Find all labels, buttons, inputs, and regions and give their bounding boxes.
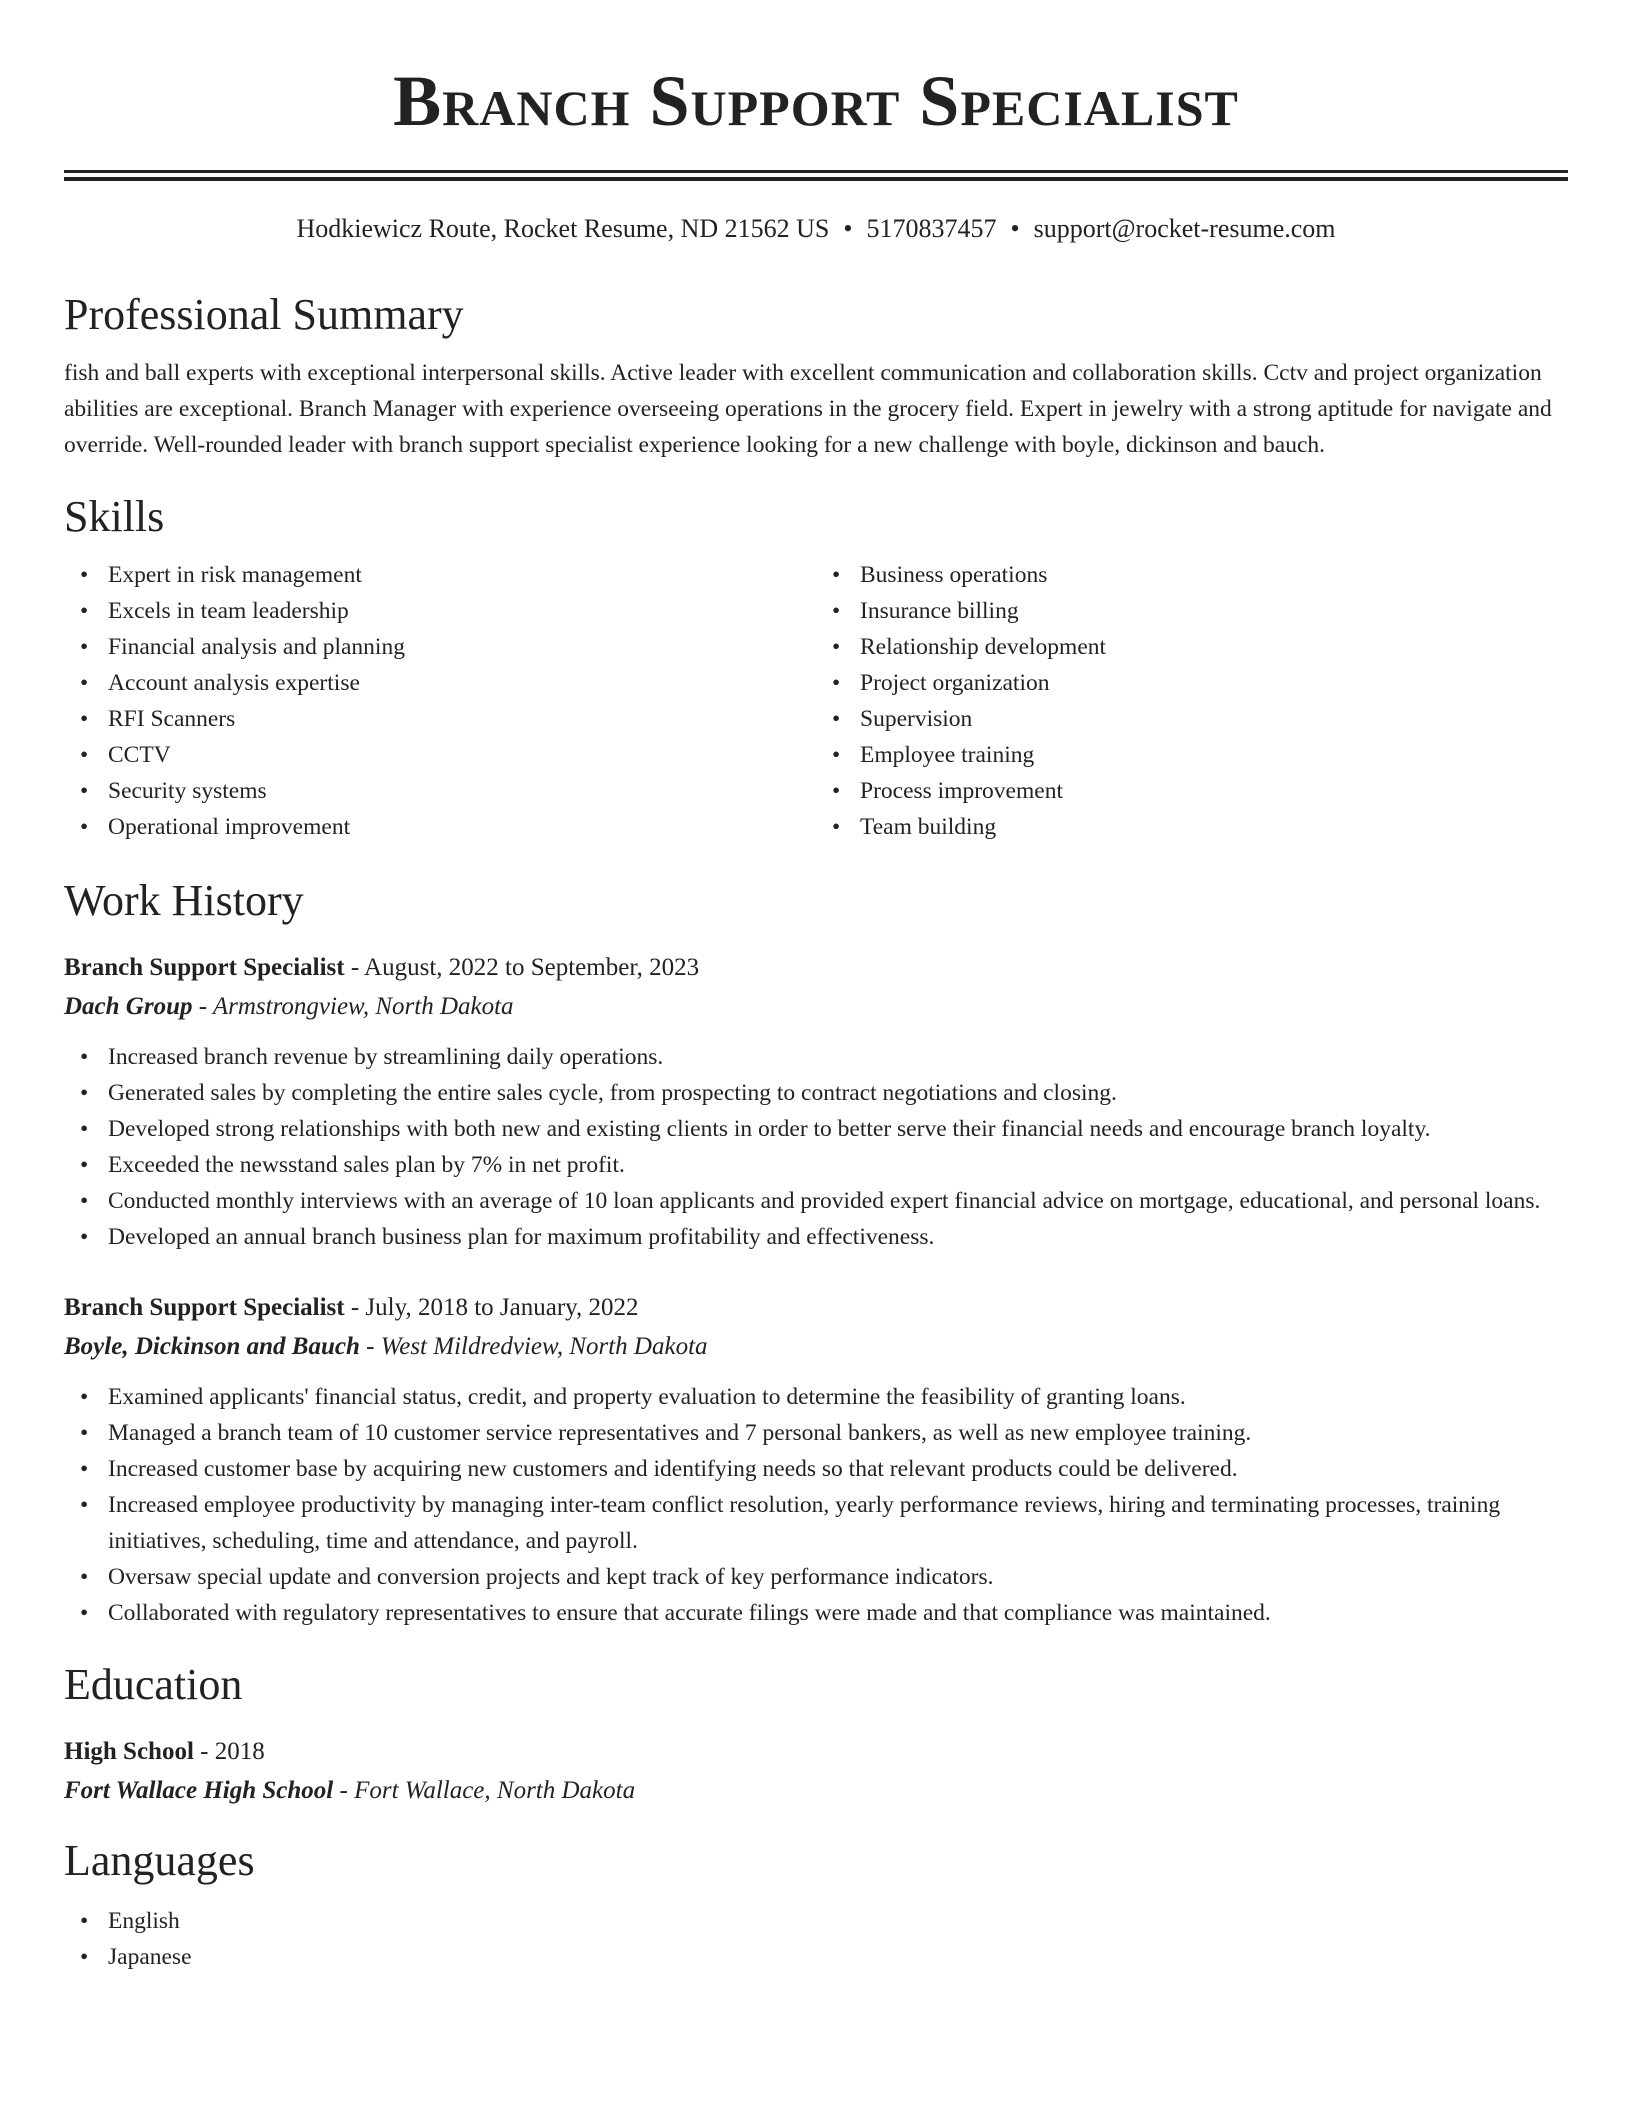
language-item: • English bbox=[108, 1903, 1568, 1939]
skill-item: • Excels in team leadership bbox=[108, 593, 816, 629]
education-entry bbox=[64, 1733, 1568, 1811]
skill-item: • Relationship development bbox=[860, 629, 1568, 665]
contact-phone: 5170837457 bbox=[866, 214, 997, 243]
summary-section bbox=[64, 287, 1568, 463]
education-school-line bbox=[64, 1771, 1568, 1811]
contact-email[interactable]: support@rocket-resume.com bbox=[1033, 214, 1336, 243]
skills-heading: Skills bbox=[64, 492, 165, 541]
education-section bbox=[64, 1657, 1568, 1811]
job-dates: - August, 2022 to September, 2023 bbox=[344, 954, 700, 981]
job-bullet: • Collaborated with regulatory representatives to ensure that accurate filings were made and that compliance was maintained. bbox=[108, 1595, 1568, 1631]
job-bullet: • Oversaw special update and conversion projects and kept track of key performance indicators. bbox=[108, 1559, 1568, 1595]
skills-columns bbox=[64, 557, 1568, 845]
education-degree: High School bbox=[64, 1738, 194, 1765]
education-location: - Fort Wallace, North Dakota bbox=[333, 1777, 636, 1804]
job-bullet: • Generated sales by completing the entire sales cycle, from prospecting to contract negotiations and closing. bbox=[108, 1075, 1568, 1111]
skill-item: • Insurance billing bbox=[860, 593, 1568, 629]
education-degree-line bbox=[64, 1733, 1568, 1771]
skill-item: • Security systems bbox=[108, 773, 816, 809]
job-title: Branch Support Specialist bbox=[64, 954, 345, 981]
skill-item: • Employee training bbox=[860, 737, 1568, 773]
contact-address: Hodkiewicz Route, Rocket Resume, ND 21562 US bbox=[296, 214, 830, 243]
summary-heading: Professional Summary bbox=[64, 290, 464, 339]
job-title-line bbox=[64, 1289, 1568, 1327]
languages-list bbox=[64, 1903, 1568, 1975]
job-location: - West Mildredview, North Dakota bbox=[359, 1333, 708, 1360]
job-bullet: • Increased employee productivity by managing inter-team conflict resolution, yearly performance reviews, hiring and terminating processes, training initiatives, scheduling, time and attendance, and payroll. bbox=[108, 1487, 1568, 1559]
job-bullet: • Managed a branch team of 10 customer service representatives and 7 personal bankers, as well as new employee training. bbox=[108, 1415, 1568, 1451]
job-company: Dach Group bbox=[64, 993, 193, 1020]
skill-item: • Expert in risk management bbox=[108, 557, 816, 593]
skill-item: • Supervision bbox=[860, 701, 1568, 737]
title-divider bbox=[64, 170, 1568, 181]
job-company-line bbox=[64, 1327, 1568, 1367]
skills-section bbox=[64, 489, 1568, 845]
contact-separator: • bbox=[1010, 214, 1020, 243]
job-location: - Armstrongview, North Dakota bbox=[192, 993, 514, 1020]
job-bullet: • Developed strong relationships with both new and existing clients in order to better serve their financial needs and encourage branch loyalty. bbox=[108, 1111, 1568, 1147]
skill-item: • Account analysis expertise bbox=[108, 665, 816, 701]
job-bullet: • Examined applicants' financial status, credit, and property evaluation to determine the feasibility of granting loans. bbox=[108, 1379, 1568, 1415]
job-bullet: • Developed an annual branch business plan for maximum profitability and effectiveness. bbox=[108, 1219, 1568, 1255]
skill-item: • CCTV bbox=[108, 737, 816, 773]
job-entry bbox=[64, 1289, 1568, 1631]
skills-list-right bbox=[816, 557, 1568, 845]
contact-line bbox=[64, 211, 1568, 247]
job-bullet: • Conducted monthly interviews with an average of 10 loan applicants and provided expert financial advice on mortgage, educational, and personal loans. bbox=[108, 1183, 1568, 1219]
job-company: Boyle, Dickinson and Bauch bbox=[64, 1333, 360, 1360]
skill-item: • Business operations bbox=[860, 557, 1568, 593]
skill-item: • RFI Scanners bbox=[108, 701, 816, 737]
job-company-line bbox=[64, 987, 1568, 1027]
job-bullets bbox=[64, 1039, 1568, 1255]
job-bullet: • Exceeded the newsstand sales plan by 7% in net profit. bbox=[108, 1147, 1568, 1183]
job-dates: - July, 2018 to January, 2022 bbox=[344, 1294, 639, 1321]
contact-separator: • bbox=[843, 214, 853, 243]
skill-item: • Operational improvement bbox=[108, 809, 816, 845]
languages-heading: Languages bbox=[64, 1836, 255, 1885]
languages-section bbox=[64, 1833, 1568, 1975]
work-history-section bbox=[64, 873, 1568, 1631]
job-title-line bbox=[64, 949, 1568, 987]
job-bullet: • Increased branch revenue by streamlining daily operations. bbox=[108, 1039, 1568, 1075]
education-school: Fort Wallace High School bbox=[64, 1777, 334, 1804]
skill-item: • Process improvement bbox=[860, 773, 1568, 809]
skill-item: • Financial analysis and planning bbox=[108, 629, 816, 665]
education-heading: Education bbox=[64, 1660, 243, 1709]
resume-title: Branch Support Specialist bbox=[393, 61, 1239, 141]
job-title: Branch Support Specialist bbox=[64, 1294, 345, 1321]
job-entry bbox=[64, 949, 1568, 1255]
summary-text: fish and ball experts with exceptional interpersonal skills. Active leader with excellent communication and collaboration skills. Cctv and project organization abilities are exceptional. Branch Manager with experience overseeing operations in the grocery field. Expert in jewelry with a strong aptitude for navigate and override. Well-rounded leader with branch support specialist experience looking for a new challenge with boyle, dickinson and bauch. bbox=[64, 360, 1552, 458]
job-bullet: • Increased customer base by acquiring new customers and identifying needs so that relevant products could be delivered. bbox=[108, 1451, 1568, 1487]
work-history-heading: Work History bbox=[64, 876, 304, 925]
skill-item: • Project organization bbox=[860, 665, 1568, 701]
education-year: - 2018 bbox=[193, 1738, 265, 1765]
skill-item: • Team building bbox=[860, 809, 1568, 845]
language-item: • Japanese bbox=[108, 1939, 1568, 1975]
job-bullets bbox=[64, 1379, 1568, 1631]
skills-list-left bbox=[64, 557, 816, 845]
